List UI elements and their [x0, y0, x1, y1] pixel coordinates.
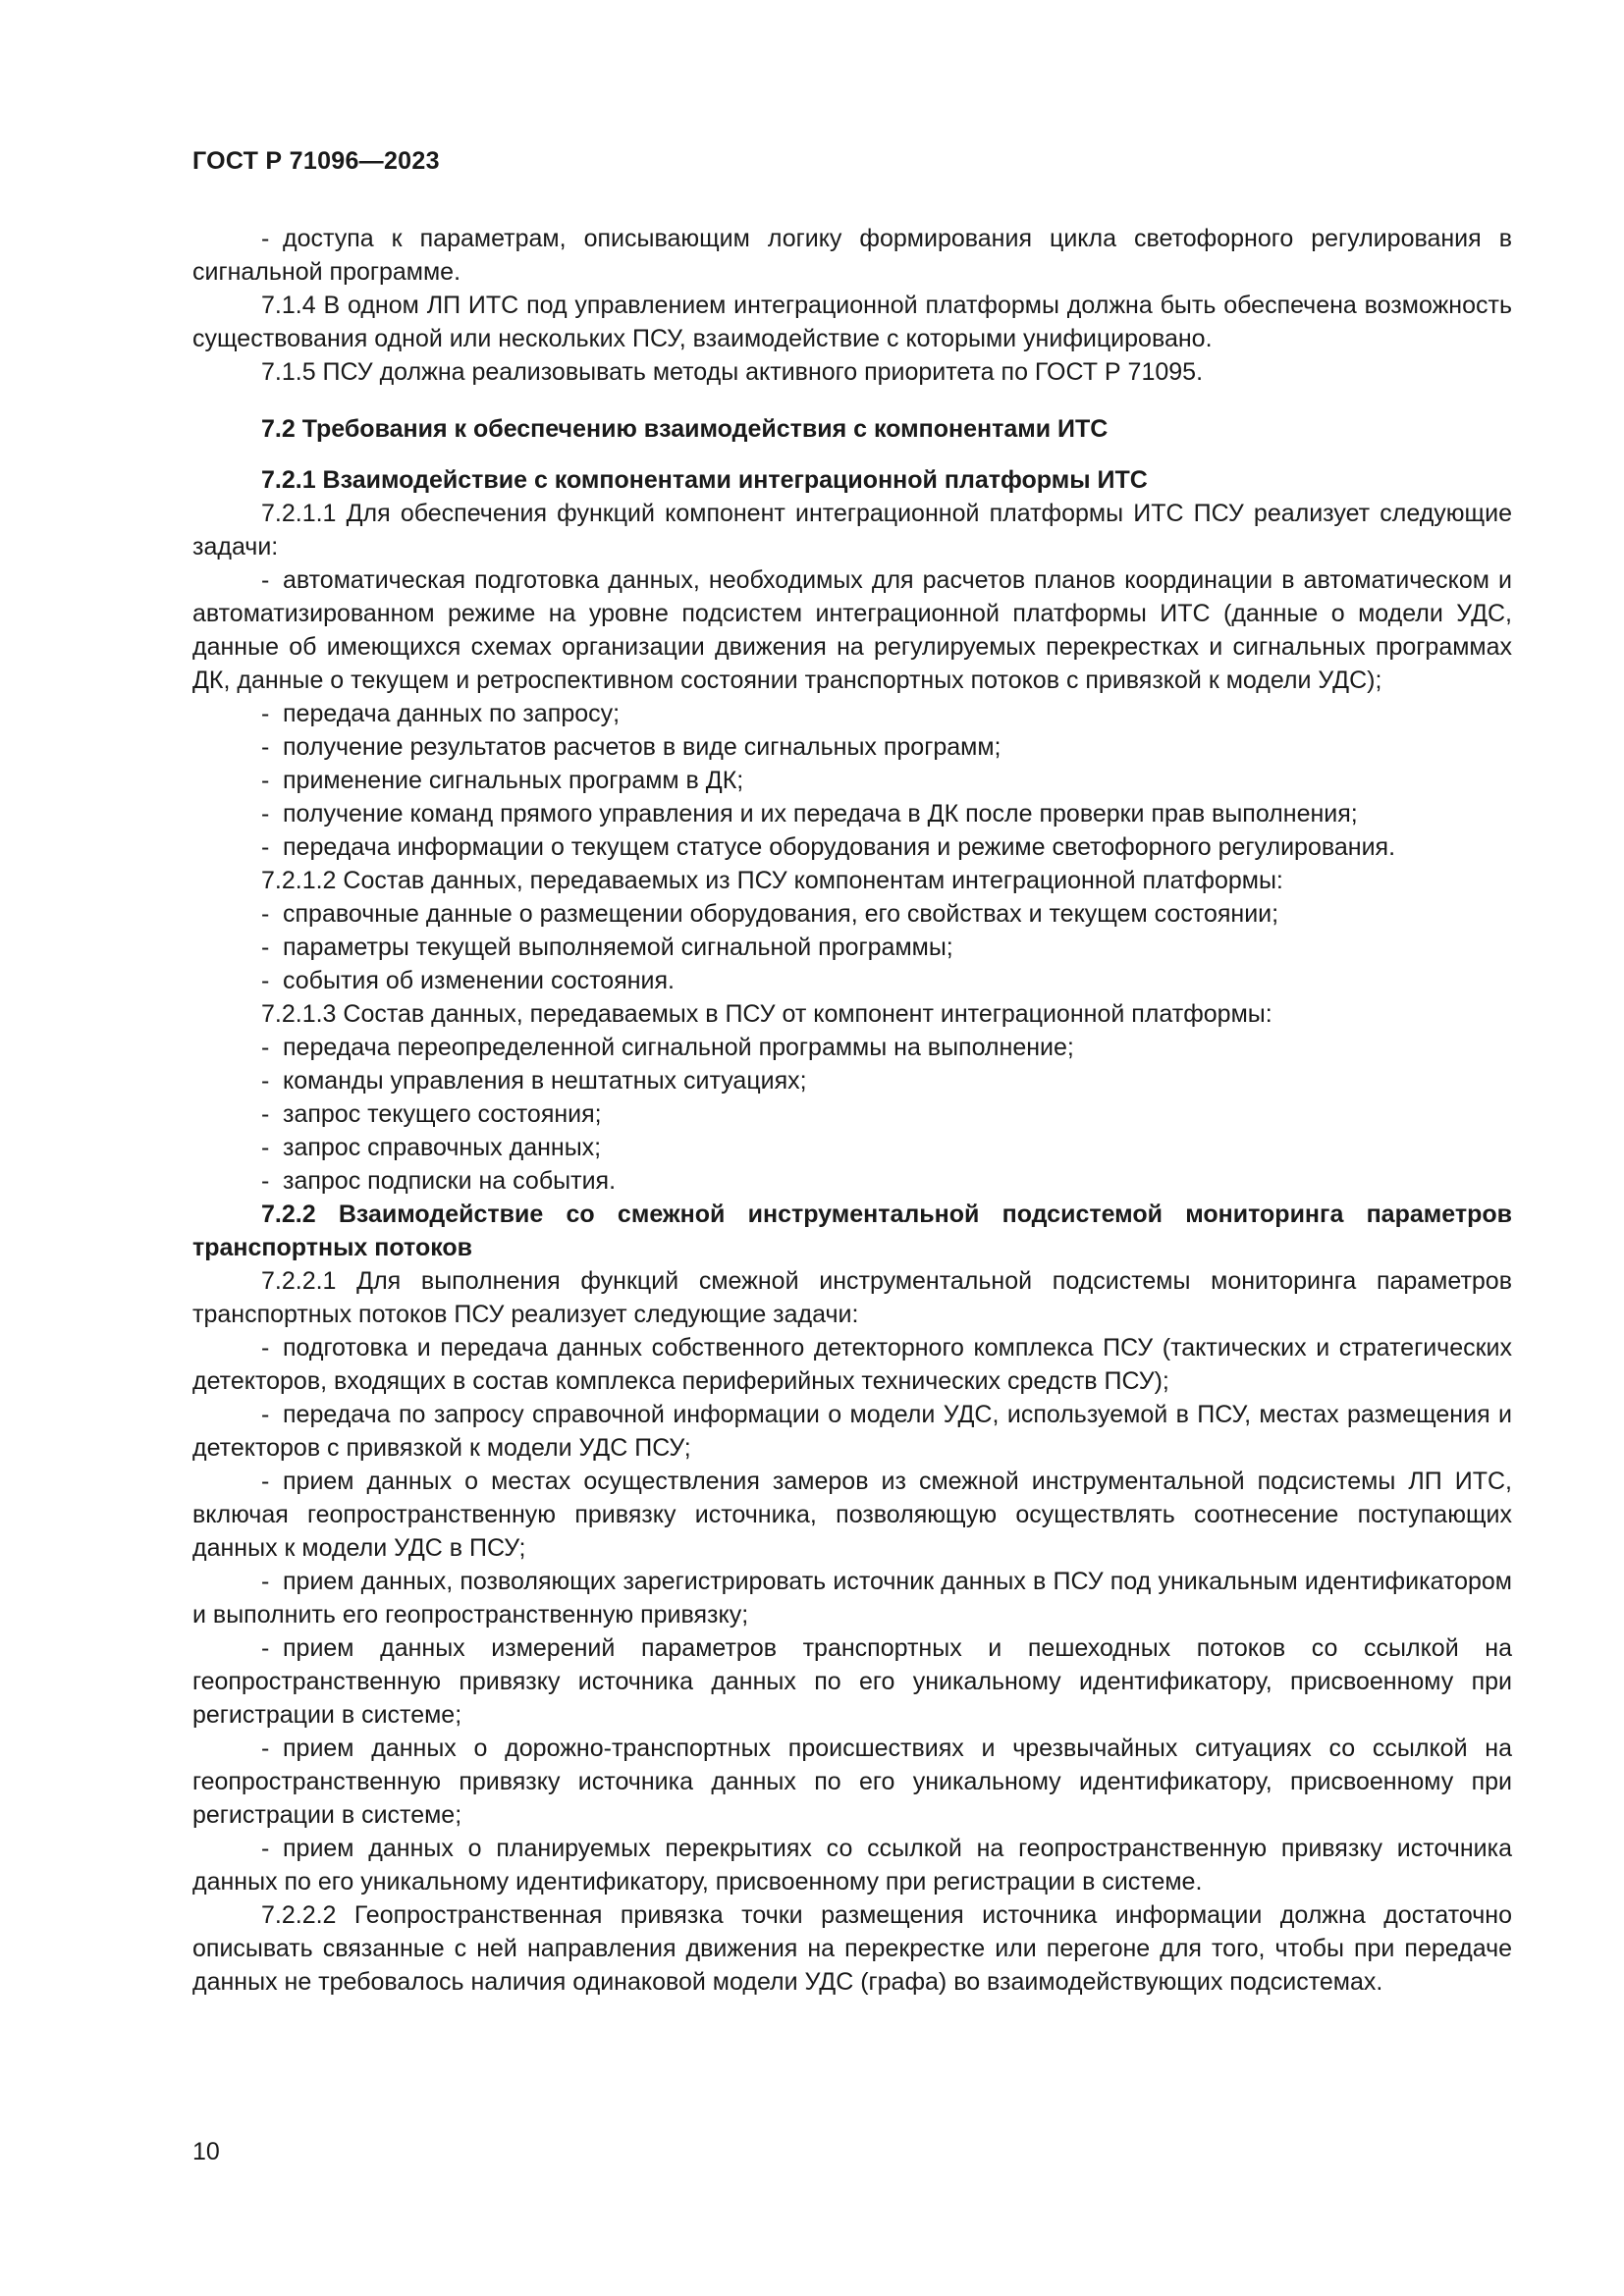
list-item: - доступа к параметрам, описывающим логику формирования цикла светофорного регулирования в сигнальной программе. — [192, 225, 1512, 286]
list-item: - получение команд прямого управления и их передача в ДК после проверки прав выполнения; — [261, 800, 1358, 828]
standard-code-header: ГОСТ Р 71096—2023 — [192, 147, 440, 175]
list-item: - события об изменении состояния. — [261, 967, 675, 994]
subsection-heading-7-2-2: 7.2.2 Взаимодействие со смежной инструментальной подсистемой мониторинга параметров транспортных потоков — [192, 1201, 1512, 1261]
list-item: - передача информации о текущем статусе оборудования и режиме светофорного регулирования. — [261, 833, 1396, 861]
paragraph-7-1-4: 7.1.4 В одном ЛП ИТС под управлением интеграционной платформы должна быть обеспечена возможность существования одной или нескольких ПСУ, взаимодействие с которыми унифицировано. — [192, 292, 1512, 352]
list-item: - прием данных о местах осуществления замеров из смежной инструментальной подсистемы ЛП ИТС, включая геопространственную привязку источника, позволяющую осуществлять соотнесение поступающих данных к модели УДС в ПСУ; — [192, 1468, 1512, 1562]
list-item: - прием данных измерений параметров транспортных и пешеходных потоков со ссылкой на геопространственную привязку источника данных по его уникальному идентификатору, присвоенному при регистрации в системе; — [192, 1634, 1512, 1729]
list-item: - применение сигнальных программ в ДК; — [261, 767, 744, 794]
list-item: - команды управления в нештатных ситуациях; — [261, 1067, 807, 1095]
list-item: - запрос текущего состояния; — [261, 1100, 602, 1128]
subsection-heading-7-2-1: 7.2.1 Взаимодействие с компонентами интеграционной платформы ИТС — [261, 466, 1148, 494]
list-item: - параметры текущей выполняемой сигнальной программы; — [261, 934, 953, 961]
list-item: - запрос справочных данных; — [261, 1134, 602, 1161]
paragraph-7-2-1-2: 7.2.1.2 Состав данных, передаваемых из ПСУ компонентам интеграционной платформы: — [261, 867, 1283, 894]
list-item: - передача по запросу справочной информации о модели УДС, используемой в ПСУ, местах размещения и детекторов с привязкой к модели УДС ПСУ; — [192, 1401, 1512, 1462]
paragraph-7-2-2-1: 7.2.2.1 Для выполнения функций смежной инструментальной подсистемы мониторинга параметров транспортных потоков ПСУ реализует следующие задачи: — [192, 1267, 1512, 1328]
list-item: - получение результатов расчетов в виде сигнальных программ; — [261, 733, 1001, 761]
list-item: - прием данных о дорожно-транспортных происшествиях и чрезвычайных ситуациях со ссылкой на геопространственную привязку источника данных по его уникальному идентификатору, присвоенному при регистрации в системе; — [192, 1735, 1512, 1829]
list-item: - запрос подписки на события. — [261, 1167, 617, 1195]
list-item: - прием данных о планируемых перекрытиях со ссылкой на геопространственную привязку источника данных по его уникальному идентификатору, присвоенному при регистрации в системе. — [192, 1835, 1512, 1896]
list-item: - автоматическая подготовка данных, необходимых для расчетов планов координации в автоматическом и автоматизированном режиме на уровне подсистем интеграционной платформы ИТС (данные о модели УДС, данные об имеющихся схемах организации движения на регулируемых перекрестках и сигнальных программах ДК, данные о текущем и ретроспективном состоянии транспортных потоков с привязкой к модели УДС); — [192, 566, 1512, 694]
paragraph-7-2-1-3: 7.2.1.3 Состав данных, передаваемых в ПСУ от компонент интеграционной платформы: — [261, 1000, 1272, 1028]
list-item: - передача данных по запросу; — [261, 700, 621, 727]
paragraph-7-2-2-2: 7.2.2.2 Геопространственная привязка точки размещения источника информации должна достаточно описывать связанные с ней направления движения на перекрестке или перегоне для того, чтобы при передаче данных не требовалось наличия одинаковой модели УДС (графа) во взаимодействующих подсистемах. — [192, 1901, 1512, 1996]
paragraph-7-2-1-1: 7.2.1.1 Для обеспечения функций компонент интеграционной платформы ИТС ПСУ реализует следующие задачи: — [192, 500, 1512, 561]
page-number: 10 — [192, 2138, 220, 2165]
paragraph-7-1-5: 7.1.5 ПСУ должна реализовывать методы активного приоритета по ГОСТ Р 71095. — [261, 358, 1204, 386]
list-item: - справочные данные о размещении оборудования, его свойствах и текущем состоянии; — [261, 900, 1279, 928]
list-item: - подготовка и передача данных собственного детекторного комплекса ПСУ (тактических и стратегических детекторов, входящих в состав комплекса периферийных технических средств ПСУ); — [192, 1334, 1512, 1395]
section-heading-7-2: 7.2 Требования к обеспечению взаимодействия с компонентами ИТС — [261, 415, 1109, 443]
list-item: - передача переопределенной сигнальной программы на выполнение; — [261, 1034, 1074, 1061]
document-body — [192, 222, 1512, 1999]
list-item: - прием данных, позволяющих зарегистрировать источник данных в ПСУ под уникальным идентификатором и выполнить его геопространственную привязку; — [192, 1568, 1512, 1629]
